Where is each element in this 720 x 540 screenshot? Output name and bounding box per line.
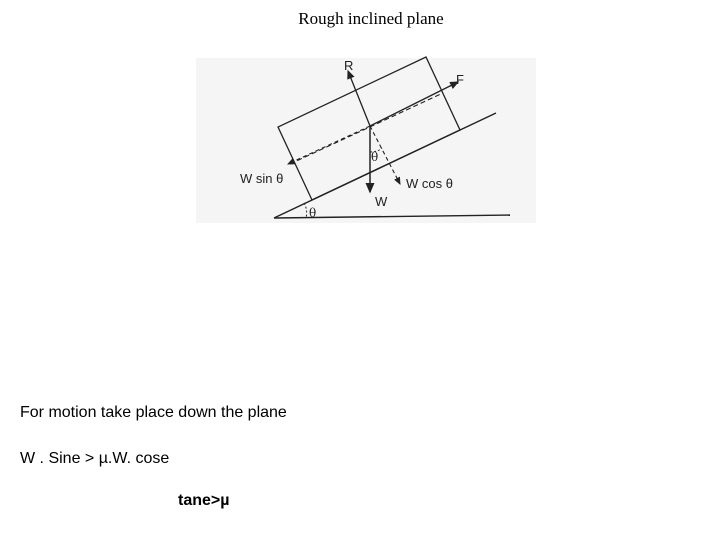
- label-r: R: [344, 58, 354, 73]
- label-w: W: [375, 194, 388, 209]
- label-f: F: [456, 72, 464, 87]
- force-inequality-text: W . Sine > µ.W. cose: [20, 450, 170, 467]
- label-w-cos: W cos θ: [406, 176, 453, 191]
- label-theta-base: θ: [309, 206, 317, 220]
- diagram-background: [196, 58, 536, 223]
- slide-title: Rough inclined plane: [298, 9, 444, 28]
- label-w-sin: W sin θ: [240, 171, 284, 186]
- motion-condition-text: For motion take place down the plane: [20, 404, 287, 421]
- result-inequality-text: tane>µ: [178, 492, 230, 509]
- diagram-svg: [196, 52, 536, 227]
- label-theta-top: θ: [371, 150, 379, 164]
- inclined-plane-diagram: [196, 52, 536, 227]
